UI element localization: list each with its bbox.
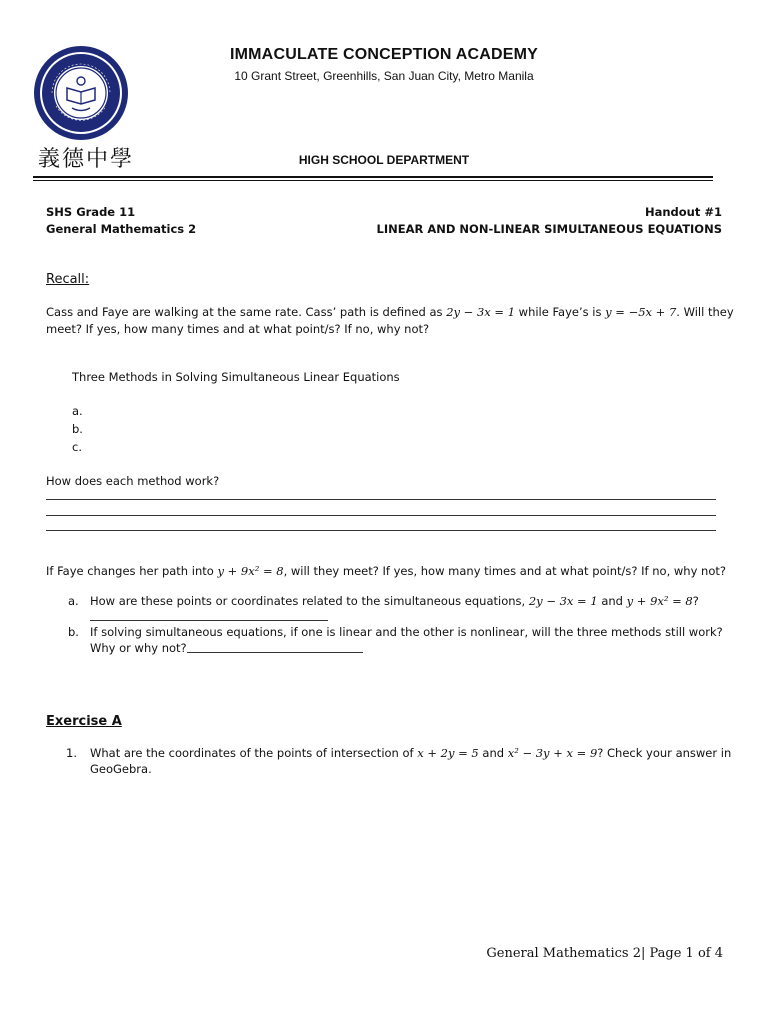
exercise-text: What are the coordinates of the points of intersection of [90, 746, 418, 760]
answer-blank-line [46, 515, 716, 516]
question-b-line2: Why or why not? [90, 641, 187, 655]
question-text: and [597, 594, 627, 608]
method-item-b: b. [72, 422, 83, 436]
exercise-item-1-line2: GeoGebra. [90, 762, 152, 776]
equation: x² − 3y + x = 9 [507, 746, 598, 760]
answer-blank-line [46, 530, 716, 531]
department-title: HIGH SCHOOL DEPARTMENT [298, 153, 470, 167]
question-b-label: b. [68, 625, 79, 639]
handout-number: Handout #1 [644, 205, 722, 219]
exercise-text: and [478, 746, 508, 760]
question-b: If solving simultaneous equations, if one is linear and the other is nonlinear, will the three methods still work? [90, 625, 723, 639]
question-text: ? [692, 594, 699, 608]
header-rule-thin [33, 180, 713, 181]
recall-paragraph-1-line2: meet? If yes, how many times and at what point/s? If no, why not? [46, 322, 430, 336]
question-text: How are these points or coordinates related to the simultaneous equations, [90, 594, 529, 608]
answer-blank-line [90, 620, 328, 621]
equation-faye-new: y + 9x² = 8 [217, 564, 284, 578]
recall-text: , will they meet? If yes, how many times and at what point/s? If no, why not? [283, 564, 726, 578]
recall-text: Cass and Faye are walking at the same rate. Cass’ path is defined as [46, 305, 447, 319]
header-rule [33, 176, 713, 178]
recall-heading: Recall: [46, 272, 90, 287]
exercise-item-number: 1. [66, 746, 77, 760]
handout-topic: LINEAR AND NON-LINEAR SIMULTANEOUS EQUATIONS [376, 222, 722, 236]
recall-text: . Will they [676, 305, 734, 319]
page-footer: General Mathematics 2| Page 1 of 4 [486, 946, 723, 961]
methods-title: Three Methods in Solving Simultaneous Linear Equations [72, 370, 400, 384]
chinese-school-name: 義德中學 [38, 147, 135, 172]
school-name: IMMACULATE CONCEPTION ACADEMY [229, 46, 538, 63]
exercise-text: ? Check your answer in [597, 746, 732, 760]
subject-label: General Mathematics 2 [46, 222, 197, 236]
recall-paragraph-2 [46, 564, 726, 578]
grade-label: SHS Grade 11 [46, 205, 136, 219]
school-address: 10 Grant Street, Greenhills, San Juan City, Metro Manila [234, 69, 534, 83]
equation: 2y − 3x = 1 [528, 594, 598, 608]
recall-paragraph-1 [46, 305, 734, 319]
equation: y + 9x² = 8 [626, 594, 693, 608]
equation: x + 2y = 5 [417, 746, 479, 760]
recall-text: while Faye’s is [515, 305, 606, 319]
question-a [90, 594, 699, 608]
exercise-heading: Exercise A [46, 714, 122, 729]
method-item-c: c. [72, 440, 82, 454]
question-a-label: a. [68, 594, 79, 608]
answer-blank-line [187, 652, 363, 653]
method-item-a: a. [72, 404, 83, 418]
exercise-item-1 [90, 746, 731, 760]
answer-blank-line [46, 499, 716, 500]
equation-cass: 2y − 3x = 1 [446, 305, 516, 319]
equation-faye: y = −5x + 7 [605, 305, 677, 319]
how-question: How does each method work? [46, 474, 220, 488]
recall-text: If Faye changes her path into [46, 564, 218, 578]
